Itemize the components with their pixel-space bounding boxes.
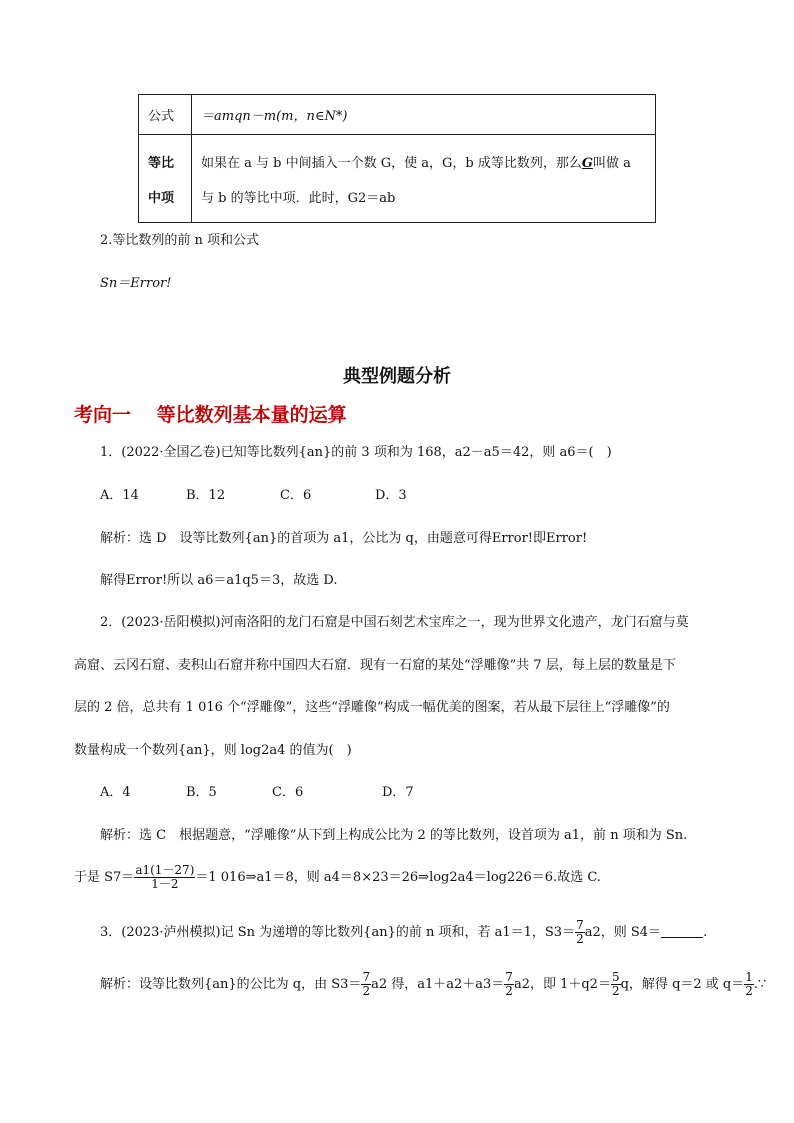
fraction: $\frac{7}{2}$ [362,970,371,998]
fraction: $\frac{5}{2}$ [611,970,620,998]
question-2-line: 层的 2 倍，总共有 1 016 个“浮雕像”，这些“浮雕像”构成一幅优美的图案，若从最下层往上“浮雕像”的 [74,700,670,715]
fraction: $\frac{1}{2}$ [745,970,753,998]
section-heading: 2.等比数列的前 n 项和公式 [100,233,260,248]
question-1-option-d: D．3 [375,488,407,503]
formula-table [138,94,656,223]
sum-formula: Sn＝Error! [100,276,172,291]
table-row-content: ＝amqn－m(m，n∈N*) [192,95,656,135]
question-2-solution: 解析：选 C 根据题意，“浮雕像”从下到上构成公比为 2 的等比数列，设首项为 a1，前 n 项和为 Sn. [100,828,688,843]
fraction: $\frac{a1(1-27)}{1-2}$ [135,863,195,891]
question-1-option-c: C．6 [280,488,312,503]
fraction: $\frac{7}{2}$ [576,918,584,946]
question-2-solution-cont: 于是 S7＝ $\frac{a1(1-27)}{1-2}$ ＝1 016⇒a1＝8，则 a4＝8×23＝26⇒log2a4＝log226＝6.故选 C. [74,863,601,891]
section-subtitle: 考向一 等比数列基本量的运算 [74,404,347,426]
question-2-option-c: C．6 [272,785,304,800]
question-2-option-a: A．4 [100,785,131,800]
table-row-content: 如果在 a 与 b 中间插入一个数 G，使 a，G，b 成等比数列，那么G叫做 a 与 b 的等比中项．此时，G2＝ab [192,135,656,223]
fraction: $\frac{7}{2}$ [505,970,513,998]
question-1: 1．(2022·全国乙卷)已知等比数列{an}的前 3 项和为 168，a2－a5＝42，则 a6＝( ) [100,445,612,460]
answer-blank [661,925,703,938]
question-2-line: 2．(2023·岳阳模拟)河南洛阳的龙门石窟是中国石刻艺术宝库之一，现为世界文化遗产，龙门石窟与莫 [100,615,689,630]
question-2-line: 高窟、云冈石窟、麦积山石窟并称中国四大石窟．现有一石窟的某处“浮雕像”共 7 层，每上层的数量是下 [74,658,676,673]
question-1-option-b: B．12 [186,488,226,503]
question-2-option-d: D．7 [382,785,414,800]
question-2-option-b: B．5 [186,785,217,800]
page-title: 典型例题分析 [343,366,451,387]
question-1-option-a: A．14 [100,488,139,503]
question-3-solution: 解析：设等比数列{an}的公比为 q，由 S3＝ $\frac{7}{2}$ a2 得，a1＋a2＋a3＝ $\frac{7}{2}$ a2，即 1＋q2＝ $\frac{5}{2}$ q，解得 q＝2 或 q＝ $\frac{1}{2}$ .∵ [100,970,767,998]
question-2-line: 数量构成一个数列{an}，则 log2a4 的值为( ) [74,743,352,758]
question-1-solution: 解析：选 D 设等比数列{an}的首项为 a1，公比为 q，由题意可得Error!即Error! [100,531,588,546]
table-row-label: 公式 [139,95,192,135]
question-3: 3．(2023·泸州模拟)记 Sn 为递增的等比数列{an}的前 n 项和，若 a1＝1，S3＝ $\frac{7}{2}$ a2，则 S4＝ . [100,918,708,946]
table-row-label: 等比 中项 [139,135,192,223]
question-1-solution-cont: 解得Error!所以 a6＝a1q5＝3，故选 D. [100,573,338,588]
